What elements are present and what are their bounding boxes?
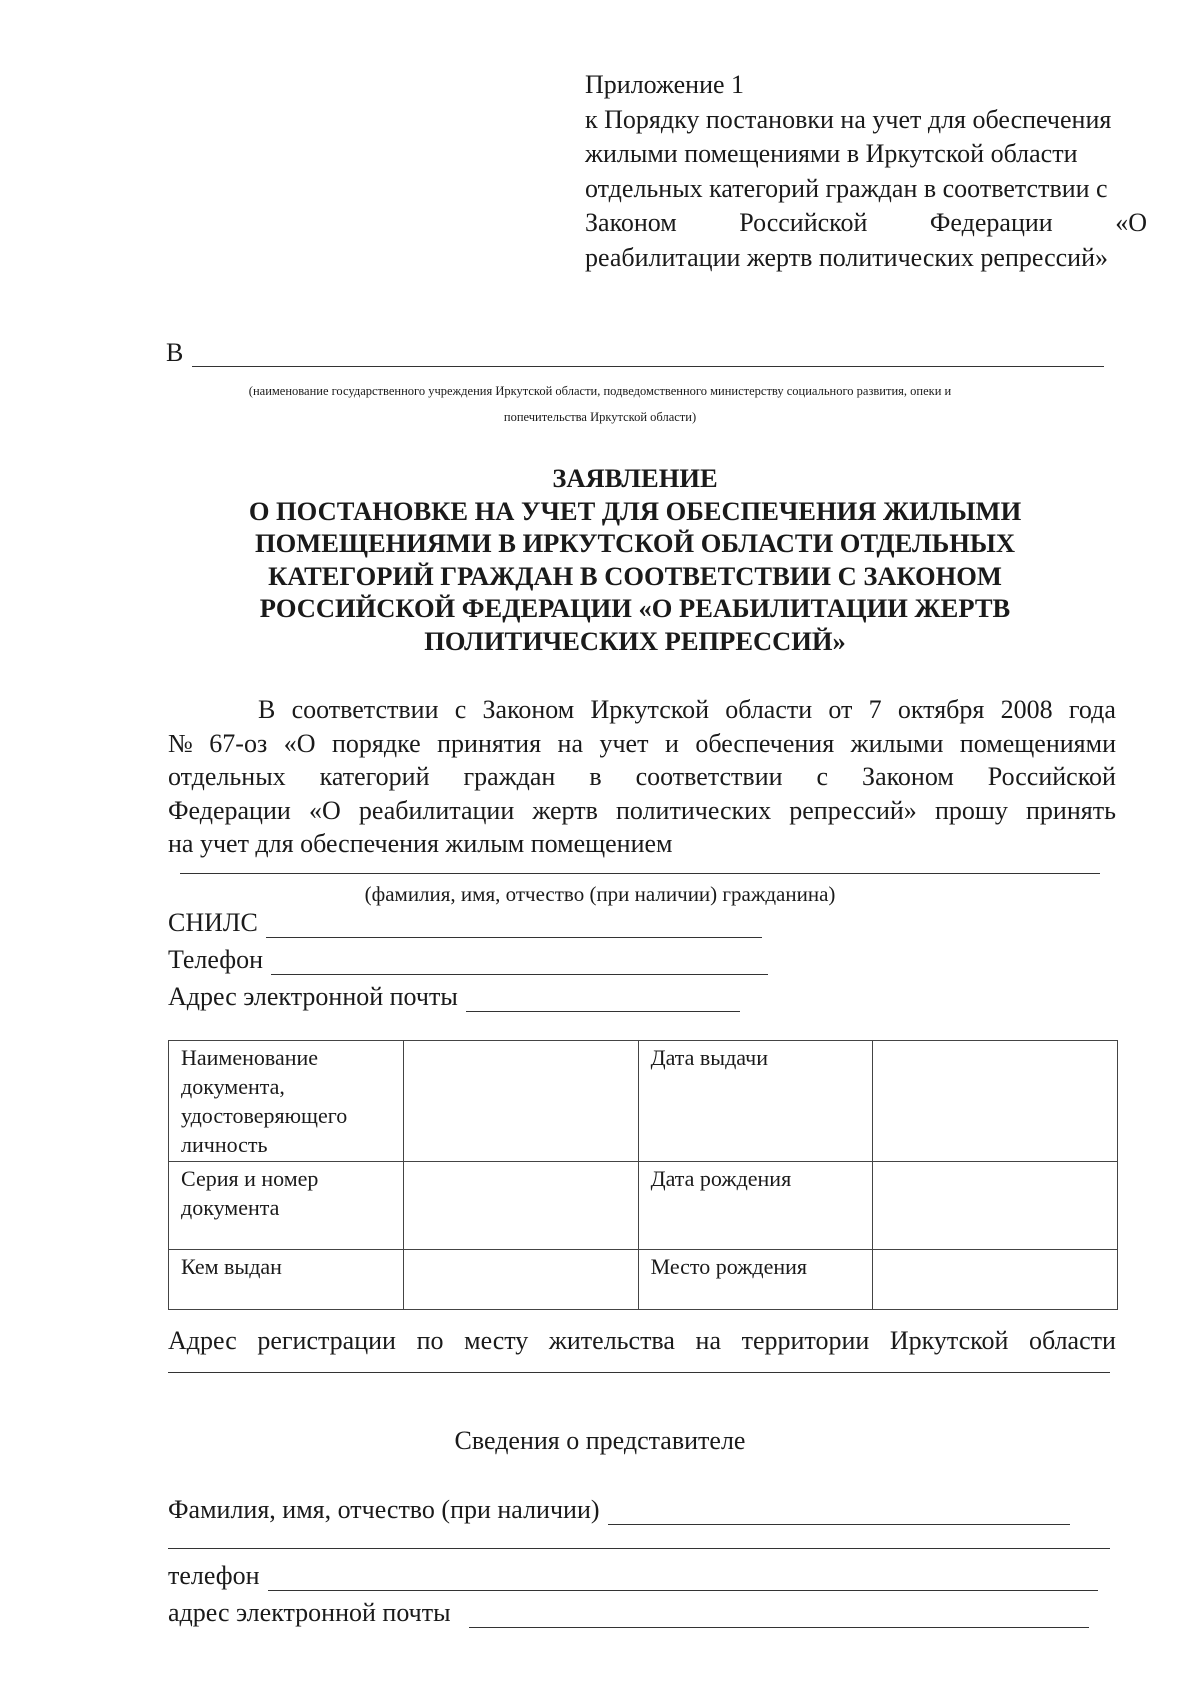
body-word: с bbox=[816, 762, 829, 791]
snils-input-line[interactable] bbox=[266, 915, 762, 938]
body-line bbox=[168, 693, 1116, 727]
address-word: области bbox=[1029, 1326, 1116, 1355]
body-word: граждан bbox=[463, 762, 556, 791]
snils-label: СНИЛС bbox=[168, 908, 258, 937]
rep-name-row bbox=[168, 1495, 1070, 1525]
doc-name-cell[interactable] bbox=[403, 1041, 638, 1162]
body-word: октября bbox=[897, 695, 985, 724]
appendix-line: Приложение 1 bbox=[585, 70, 745, 99]
email-label: Адрес электронной почты bbox=[168, 982, 458, 1011]
identity-document-table bbox=[168, 1040, 1118, 1310]
rep-phone-input-line[interactable] bbox=[268, 1568, 1098, 1591]
issued-by-label: Кем выдан bbox=[169, 1250, 404, 1310]
address-word: по bbox=[416, 1326, 444, 1355]
body-word: года bbox=[1068, 695, 1116, 724]
appendix-header bbox=[585, 68, 1147, 275]
rep-email-label: адрес электронной почты bbox=[168, 1598, 451, 1627]
body-word: жилыми bbox=[850, 728, 944, 758]
body-word: соответствии bbox=[635, 762, 783, 791]
title-line: КАТЕГОРИЙ ГРАЖДАН В СООТВЕТСТВИИ С ЗАКОНОМ bbox=[268, 560, 1002, 591]
issue-date-label: Дата выдачи bbox=[638, 1041, 873, 1162]
doc-name-label: Наименование документа, удостоверяющего личность bbox=[169, 1041, 404, 1162]
body-line bbox=[168, 727, 1116, 761]
birth-place-cell[interactable] bbox=[873, 1250, 1118, 1310]
body-word: репрессий» bbox=[789, 795, 917, 825]
body-word: 2008 bbox=[1000, 695, 1053, 724]
recipient-caption-2: попечительства Иркутской области) bbox=[503, 410, 697, 424]
issue-date-cell[interactable] bbox=[873, 1041, 1118, 1162]
address-word: Иркутской bbox=[889, 1326, 1009, 1355]
title-line: ЗАЯВЛЕНИЕ bbox=[552, 463, 718, 493]
table-row bbox=[169, 1250, 1118, 1310]
recipient-caption-1: (наименование государственного учреждения Иркутской области, подведомственного министерству социального развития, опеки и bbox=[248, 384, 952, 398]
body-word: с bbox=[454, 695, 467, 724]
body-word: категорий bbox=[319, 762, 430, 791]
citizen-name-input-line[interactable] bbox=[180, 873, 1100, 874]
appendix-line-justified bbox=[585, 206, 1147, 241]
registration-address-input-line[interactable] bbox=[168, 1372, 1110, 1373]
issued-by-cell[interactable] bbox=[403, 1250, 638, 1310]
body-word: от bbox=[828, 695, 853, 724]
title-line: О ПОСТАНОВКЕ НА УЧЕТ ДЛЯ ОБЕСПЕЧЕНИЯ ЖИЛЫМИ bbox=[248, 495, 1022, 526]
snils-row bbox=[168, 908, 762, 938]
body-paragraph bbox=[168, 693, 1116, 861]
rep-name-input-line-2[interactable] bbox=[168, 1548, 1110, 1549]
title-line: РОССИЙСКОЙ ФЕДЕРАЦИИ «О РЕАБИЛИТАЦИИ ЖЕРТВ bbox=[259, 593, 1011, 623]
appendix-line: жилыми помещениями в Иркутской области bbox=[585, 139, 1078, 168]
body-word: соответствии bbox=[291, 695, 439, 724]
address-word: жительства bbox=[548, 1326, 675, 1355]
body-word: области bbox=[725, 695, 813, 724]
registration-address-label bbox=[168, 1326, 1116, 1356]
body-line: на учет для обеспечения жилым помещением bbox=[168, 829, 673, 858]
body-word: В bbox=[258, 695, 276, 724]
body-word: на bbox=[557, 728, 583, 758]
phone-input-line[interactable] bbox=[271, 952, 768, 975]
appendix-word: Федерации bbox=[929, 208, 1053, 237]
email-row bbox=[168, 982, 740, 1012]
phone-label: Телефон bbox=[168, 945, 264, 974]
birth-place-label: Место рождения bbox=[638, 1250, 873, 1310]
email-input-line[interactable] bbox=[466, 989, 740, 1012]
body-word: учет bbox=[599, 728, 649, 758]
body-word: порядке bbox=[331, 728, 421, 758]
appendix-word: Законом bbox=[585, 208, 677, 237]
body-word: Российской bbox=[987, 762, 1116, 791]
rep-email-row bbox=[168, 1598, 1089, 1628]
representative-heading: Сведения о представителе bbox=[454, 1426, 746, 1455]
body-word: «О bbox=[308, 795, 341, 825]
body-word: прошу bbox=[934, 795, 1008, 825]
table-row bbox=[169, 1162, 1118, 1250]
body-word: Федерации bbox=[168, 795, 291, 825]
body-word: 7 bbox=[868, 695, 882, 724]
appendix-line: реабилитации жертв политических репрессий» bbox=[585, 242, 1108, 272]
title-line: ПОЛИТИЧЕСКИХ РЕПРЕССИЙ» bbox=[424, 625, 846, 656]
address-word: регистрации bbox=[257, 1326, 396, 1355]
appendix-word: Российской bbox=[739, 208, 868, 237]
body-word: принятия bbox=[437, 728, 542, 758]
body-word: № bbox=[168, 728, 193, 758]
table-row bbox=[169, 1041, 1118, 1162]
series-number-label: Серия и номер документа bbox=[169, 1162, 404, 1250]
appendix-line: к Порядку постановки на учет для обеспечения bbox=[585, 104, 1112, 134]
document-title bbox=[200, 462, 1070, 657]
body-word: обеспечения bbox=[695, 728, 835, 758]
recipient-input-line[interactable] bbox=[192, 366, 1104, 367]
body-word: 67-оз bbox=[209, 728, 268, 758]
body-word: в bbox=[589, 762, 602, 791]
rep-phone-label: телефон bbox=[168, 1561, 260, 1590]
body-word: Законом bbox=[862, 762, 954, 791]
appendix-line: отдельных категорий граждан в соответствии с bbox=[585, 173, 1108, 203]
body-word: «О bbox=[283, 728, 316, 758]
body-word: отдельных bbox=[168, 762, 286, 791]
address-word: Адрес bbox=[168, 1326, 237, 1355]
address-word: территории bbox=[741, 1326, 870, 1355]
rep-phone-row bbox=[168, 1561, 1098, 1591]
body-word: и bbox=[664, 728, 679, 758]
address-word: месту bbox=[464, 1326, 529, 1355]
body-word: политических bbox=[616, 795, 772, 825]
birth-date-label: Дата рождения bbox=[638, 1162, 873, 1250]
series-number-cell[interactable] bbox=[403, 1162, 638, 1250]
body-word: принять bbox=[1026, 795, 1116, 825]
appendix-word: «О bbox=[1115, 208, 1147, 237]
citizen-name-caption: (фамилия, имя, отчество (при наличии) гражданина) bbox=[364, 882, 836, 906]
body-word: Законом bbox=[482, 695, 575, 724]
body-word: Иркутской bbox=[590, 695, 709, 724]
title-line: ПОМЕЩЕНИЯМИ В ИРКУТСКОЙ ОБЛАСТИ ОТДЕЛЬНЫХ bbox=[254, 528, 1016, 558]
body-word: реабилитации bbox=[358, 795, 515, 825]
rep-name-input-line[interactable] bbox=[608, 1502, 1070, 1525]
rep-name-label: Фамилия, имя, отчество (при наличии) bbox=[168, 1495, 600, 1524]
address-word: на bbox=[695, 1326, 721, 1355]
body-line bbox=[168, 760, 1116, 794]
body-word: помещениями bbox=[959, 728, 1116, 758]
recipient-prefix: В bbox=[166, 338, 184, 367]
birth-date-cell[interactable] bbox=[873, 1162, 1118, 1250]
phone-row bbox=[168, 945, 768, 975]
body-line bbox=[168, 794, 1116, 828]
rep-email-input-line[interactable] bbox=[469, 1605, 1089, 1628]
body-word: жертв bbox=[532, 795, 598, 825]
